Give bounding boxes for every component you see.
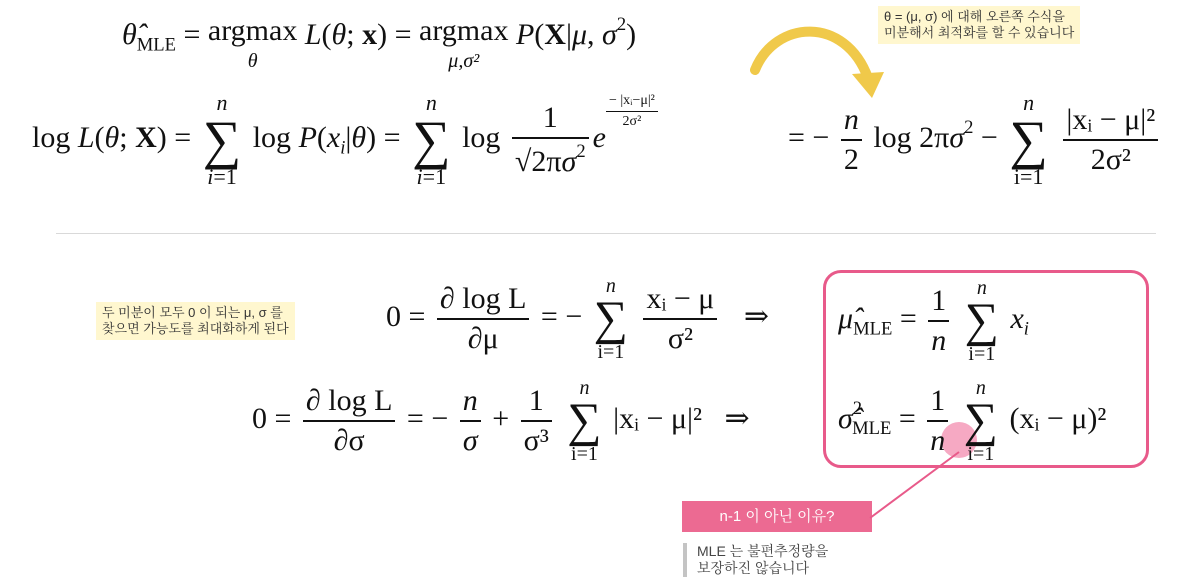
equation-derivative-mu: 0 = $\frac{\text{∂ log L}}{\partial\mu}$ = − n ∑ i=1 $\frac{\text{xᵢ − μ}}{\text{σ²}}$ ⇒ bbox=[386, 275, 770, 363]
question-tag: n-1 이 아닌 이유? bbox=[682, 501, 872, 532]
implies-arrow-2: ⇒ bbox=[724, 401, 750, 435]
equation-log-likelihood: log L(θ; X) = n ∑ i=1 $\log P(x_i|\theta)$ = n ∑ i=1 log $\frac{1}{√2\pi\sigma^2}$ e $\frac{\text{− |xᵢ−μ|²}}{\text{2σ²}}$ bbox=[32, 92, 662, 188]
equals-sign-2: = bbox=[394, 17, 412, 51]
summation-1: n ∑ i=1 bbox=[202, 90, 242, 189]
equation-sigma-mle: σ̂$^2_{MLE}$ = $\frac{1}{n}$ n ∑ i=1 (xᵢ − μ)² bbox=[838, 377, 1107, 465]
theta-hat-symbol: θ̂ bbox=[122, 17, 137, 51]
mle-subscript: MLE bbox=[136, 34, 176, 56]
note-maximize-likelihood: 두 미분이 모두 0 이 되는 μ, σ 를 찾으면 가능도를 최대화하게 된다 bbox=[96, 302, 295, 340]
equation-mle-definition: $\thetâ_{MLE} = argmax$ θ L(θ; x) = argmax μ,σ² P(X|μ, $\sigma^2$) bbox=[122, 14, 637, 72]
curved-arrow bbox=[755, 32, 868, 78]
equation-log-likelihood-expanded: = − $\frac{n}{2}$ $\log 2\pi\sigma^2$ − n ∑ i=1 $\frac{\text{|xᵢ − μ|²}}{\text{2σ²}}$ bbox=[788, 92, 1162, 188]
argmax-theta: argmax θ bbox=[207, 14, 298, 72]
summation-3: n ∑ i=1 bbox=[1009, 90, 1048, 189]
callout-connector bbox=[870, 452, 959, 518]
equation-mu-mle: $\mû_{MLE}$ = $\frac{1}{n}$ n ∑ i=1 $x_i$ bbox=[838, 277, 1029, 365]
note-differentiate-hint: θ = (μ, σ) 에 대해 오른쪽 수식을 미분해서 최적화를 할 수 있습니다 bbox=[878, 6, 1080, 44]
curved-arrow-head bbox=[852, 72, 884, 98]
answer-text: MLE 는 불편추정량을 보장하진 않습니다 bbox=[683, 543, 828, 577]
equals-sign: = bbox=[183, 17, 201, 51]
implies-arrow-1: ⇒ bbox=[743, 299, 770, 333]
gaussian-normalizer: $\frac{1}{√2\pi\sigma^2}$ bbox=[512, 101, 589, 179]
summation-2: n ∑ i=1 bbox=[412, 90, 451, 189]
exponent-fraction: $\frac{\text{− |xᵢ−μ|²}}{\text{2σ²}}$ bbox=[606, 93, 658, 130]
equation-derivative-sigma: 0 = $\frac{\text{∂ log L}}{\partial\sigma}$ = − $\frac{n}{\sigma}$ + $\frac{1}{\text{σ³}}$ n ∑ i=1 |xᵢ − μ|² ⇒ bbox=[252, 377, 750, 465]
argmax-mu-sigma: argmax μ,σ² bbox=[419, 14, 509, 72]
exponential-e: e bbox=[592, 120, 606, 154]
